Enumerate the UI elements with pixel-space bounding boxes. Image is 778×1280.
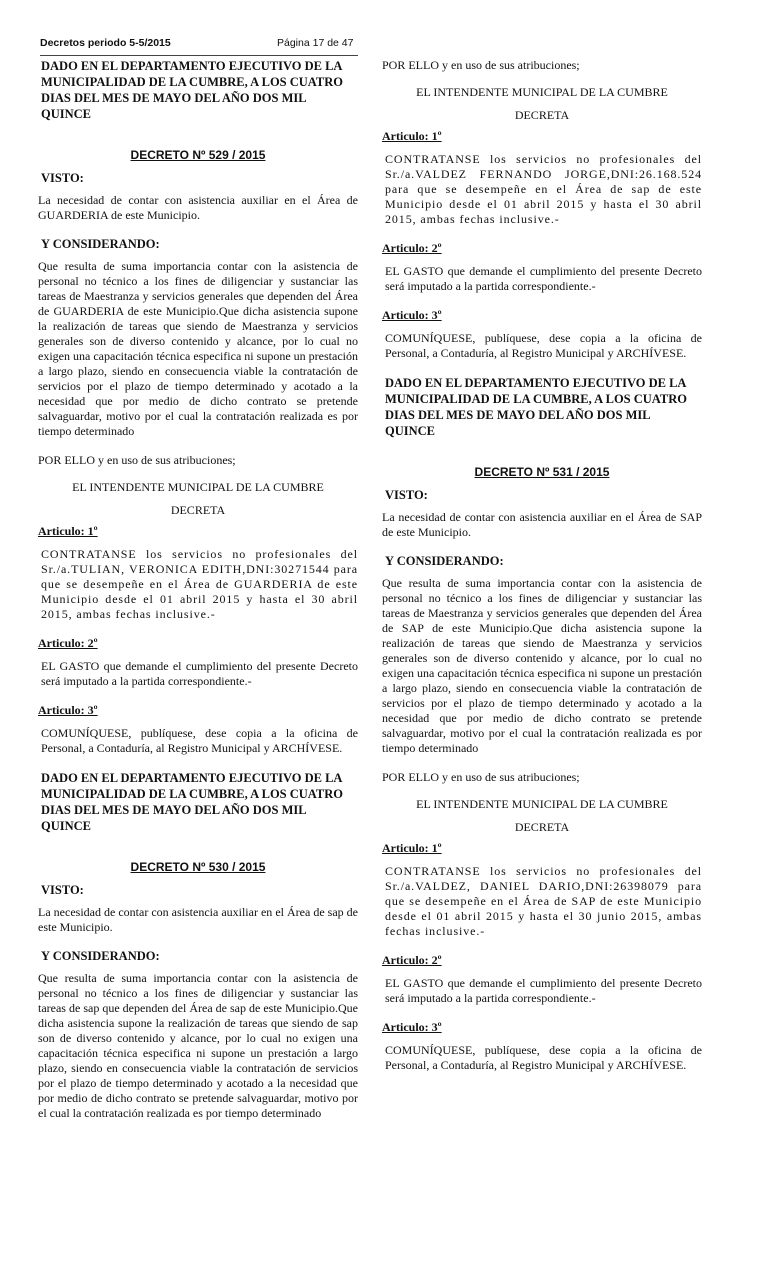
decreta-text-530: DECRETA <box>514 108 570 122</box>
decree-title-531: DECRETO Nº 531 / 2015 <box>474 465 610 479</box>
articulo-3-label: Articulo: 3º <box>38 703 98 717</box>
considerando-text: Que resulta de suma importancia contar con la asistencia de personal no técnico a los fines de diligenciar y sustanciar las tareas de Maestranza y servicios generales que dependen del Área de GUARDERIA de este Municipio.Que dicha asistencia supone la realización de tareas que siendo de Maestranza y servicios generales son de diverso contenido y alcance, por lo cual no exigen una capacitación técnica especifica ni supone un prestación a largo plazo, siendo en consecuencia viable la contratación de servicios por el plazo de tiempo determinado y acotado a la necesidad que por medio de dicho contrato se pretende salvaguardar, motivo por el cual la contratación realizada es por tiempo determinado <box>38 259 358 438</box>
por-ello-text-530: POR ELLO y en uso de sus atribuciones; <box>382 58 580 72</box>
articulo-3-text: COMUNÍQUESE, publíquese, dese copia a la oficina de Personal, a Contaduría, al Registro Municipal y ARCHÍVESE. <box>41 726 358 755</box>
visto-text: La necesidad de contar con asistencia auxiliar en el Área de GUARDERIA de este Municipio. <box>38 193 358 222</box>
articulo-1-text: CONTRATANSE los servicios no profesionales del Sr./a.TULIAN, VERONICA EDITH,DNI:30271544 para que se desempeñe en el Área de GUARDERIA de este Municipio desde el 01 abril 2015 y hasta el 30 abril 2015, ambas fechas inclusive.- <box>41 547 358 621</box>
considerando-label-531: Y CONSIDERANDO: <box>385 554 504 568</box>
decree-title-530: DECRETO Nº 530 / 2015 <box>130 860 266 874</box>
articulo-1-label-530: Articulo: 1º <box>382 129 442 143</box>
decreta-text: DECRETA <box>170 503 226 517</box>
right-column <box>382 58 702 1073</box>
dado-closing-529: DADO EN EL DEPARTAMENTO EJECUTIVO DE LA MUNICIPALIDAD DE LA CUMBRE, A LOS CUATRO DIAS DEL MES DE MAYO DEL AÑO DOS MIL QUINCE <box>41 771 343 833</box>
articulo-3-label-531: Articulo: 3º <box>382 1020 442 1034</box>
header-title: Decretos periodo 5-5/2015 <box>40 37 171 49</box>
articulo-3-text-530: COMUNÍQUESE, publíquese, dese copia a la oficina de Personal, a Contaduría, al Registro Municipal y ARCHÍVESE. <box>385 331 702 360</box>
articulo-2-text: EL GASTO que demande el cumplimiento del presente Decreto será imputado a la partida correspondiente.- <box>41 659 358 688</box>
articulo-2-label: Articulo: 2º <box>38 636 98 650</box>
articulo-1-label: Articulo: 1º <box>38 524 98 538</box>
page-number: Página 17 de 47 <box>277 37 354 49</box>
articulo-3-text-531: COMUNÍQUESE, publíquese, dese copia a la oficina de Personal, a Contaduría, al Registro Municipal y ARCHÍVESE. <box>385 1043 702 1072</box>
visto-label-530: VISTO: <box>41 883 84 897</box>
dado-closing-530: DADO EN EL DEPARTAMENTO EJECUTIVO DE LA MUNICIPALIDAD DE LA CUMBRE, A LOS CUATRO DIAS DEL MES DE MAYO DEL AÑO DOS MIL QUINCE <box>385 376 687 438</box>
considerando-label: Y CONSIDERANDO: <box>41 237 160 251</box>
visto-text-531: La necesidad de contar con asistencia auxiliar en el Área de SAP de este Municipio. <box>382 510 702 539</box>
page-header <box>40 35 358 56</box>
visto-label: VISTO: <box>41 171 84 185</box>
decreta-text-531: DECRETA <box>514 820 570 834</box>
dado-closing: DADO EN EL DEPARTAMENTO EJECUTIVO DE LA MUNICIPALIDAD DE LA CUMBRE, A LOS CUATRO DIAS DEL MES DE MAYO DEL AÑO DOS MIL QUINCE <box>41 59 343 121</box>
por-ello-text-531: POR ELLO y en uso de sus atribuciones; <box>382 770 580 784</box>
intendente-text-530: EL INTENDENTE MUNICIPAL DE LA CUMBRE <box>416 85 668 99</box>
considerando-text-531: Que resulta de suma importancia contar con la asistencia de personal no técnico a los fines de diligenciar y sustanciar las tareas de Maestranza y servicios generales que dependen del Área de SAP de este Municipio.Que dicha asistencia supone la realización de tareas que siendo de Maestranza y servicios generales son de diverso contenido y alcance, por lo cual no exigen una capacitación técnica especifica ni supone un prestación a largo plazo, siendo en consecuencia viable la contratación de servicios por el plazo de tiempo determinado y acotado a la necesidad que por medio de dicho contrato se pretende salvaguardar, motivo por el cual la contratación realizada es por tiempo determinado <box>382 576 702 755</box>
left-column <box>38 58 358 1121</box>
decree-title-529: DECRETO Nº 529 / 2015 <box>130 148 266 162</box>
articulo-1-text-530: CONTRATANSE los servicios no profesionales del Sr./a.VALDEZ FERNANDO JORGE,DNI:26.168.524 para que se desempeñe en el Área de sap de este Municipio desde el 01 abril 2015 y hasta el 30 abril 2015, ambas fechas inclusive.- <box>385 152 702 226</box>
considerando-label-530: Y CONSIDERANDO: <box>41 949 160 963</box>
visto-label-531: VISTO: <box>385 488 428 502</box>
por-ello-text: POR ELLO y en uso de sus atribuciones; <box>38 453 236 467</box>
articulo-2-label-531: Articulo: 2º <box>382 953 442 967</box>
articulo-3-label-530: Articulo: 3º <box>382 308 442 322</box>
articulo-2-label-530: Articulo: 2º <box>382 241 442 255</box>
articulo-1-text-531: CONTRATANSE los servicios no profesionales del Sr./a.VALDEZ, DANIEL DARIO,DNI:26398079 para que se desempeñe en el Área de SAP de este Municipio desde el 01 abril 2015 y hasta el 30 junio 2015, ambas fechas inclusive.- <box>385 864 702 938</box>
intendente-text-531: EL INTENDENTE MUNICIPAL DE LA CUMBRE <box>416 797 668 811</box>
intendente-text: EL INTENDENTE MUNICIPAL DE LA CUMBRE <box>72 480 324 494</box>
articulo-1-label-531: Articulo: 1º <box>382 841 442 855</box>
articulo-2-text-530: EL GASTO que demande el cumplimiento del presente Decreto será imputado a la partida correspondiente.- <box>385 264 702 293</box>
visto-text-530: La necesidad de contar con asistencia auxiliar en el Área de sap de este Municipio. <box>38 905 358 934</box>
articulo-2-text-531: EL GASTO que demande el cumplimiento del presente Decreto será imputado a la partida correspondiente.- <box>385 976 702 1005</box>
considerando-text-530: Que resulta de suma importancia contar con la asistencia de personal no técnico a los fines de diligenciar y sustanciar las tareas de sap que dependen del Área de sap de este Municipio.Que dicha asistencia supone la realización de tareas que siendo de sap son de diverso contenido y alcance, por lo cual no exigen una capacitación técnica especifica ni supone un prestación a largo plazo, siendo en consecuencia viable la contratación de servicios por el plazo de tiempo determinado y acotado a la necesidad que por medio de dicho contrato se pretende salvaguardar, motivo por el cual la contratación realizada es por tiempo determinado <box>38 971 358 1120</box>
